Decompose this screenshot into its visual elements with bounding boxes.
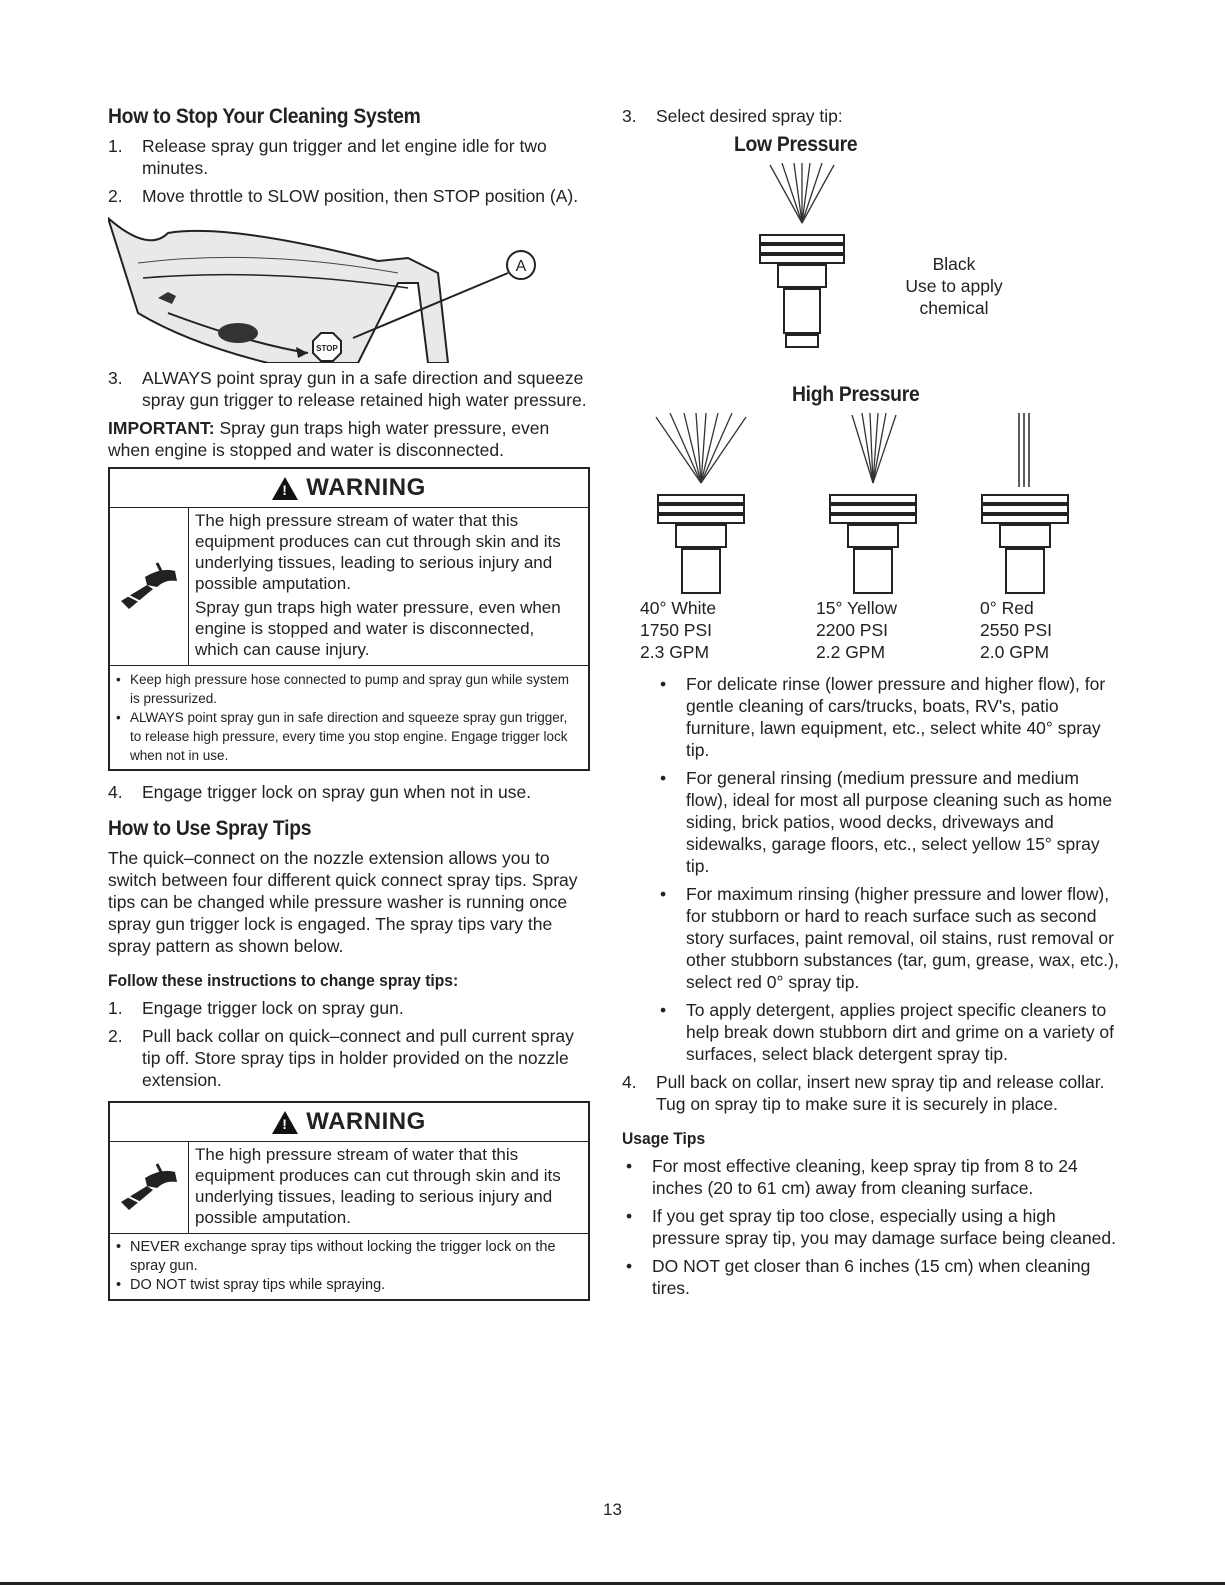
change-step-2: 2. Pull back collar on quick–connect and pull current spray tip off. Store spray tips in holder provided on the nozzle extension. [108,1026,574,1090]
black-tip-desc: Use to apply chemical [905,276,1003,318]
hand-injury-icon [110,508,189,665]
red-tip-icon [960,413,1090,603]
warning-para-1: The high pressure stream of water that this equipment produces can cut through skin and its underlying tissues, leading to serious injury and possible amputation. [195,1145,561,1227]
warning-triangle-icon: ! [272,477,298,500]
page-number: 13 [603,1500,622,1519]
warning-box-1 [108,467,590,771]
red-tip-specs: 0° Red 2550 PSI 2.0 GPM [980,598,1052,662]
white-tip-icon [636,413,766,603]
stop-step-2: 2. Move throttle to SLOW position, then STOP position (A). [108,186,579,206]
insert-tip-step: 4. Pull back on collar, insert new spray tip and release collar. Tug on spray tip to make sure it is securely in place. [622,1072,1105,1114]
list-item: • For most effective cleaning, keep spray tip from 8 to 24 inches (20 to 61 cm) away from cleaning surface. [626,1156,1078,1198]
high-pressure-heading: High Pressure [792,383,920,406]
select-tip-step: 3. Select desired spray tip: [622,106,843,126]
low-pressure-figure [622,163,1122,373]
warning-para-2: Spray gun traps high water pressure, even when engine is stopped and water is disconnected, which can cause injury. [195,598,561,659]
throttle-illustration [108,213,578,363]
list-item: • To apply detergent, applies project specific cleaners to help break down stubborn dirt and grime on a variety of surfaces, select black detergent spray tip. [660,1000,1115,1064]
list-item: • For delicate rinse (lower pressure and higher flow), for gentle cleaning of cars/trucks, boats, RV's, patio furniture, lawn equipment, etc., select white 40° spray tip. [660,674,1106,760]
important-note: IMPORTANT: Spray gun traps high water pressure, even when engine is stopped and water is disconnected. [108,418,550,460]
stop-step-3: 3. ALWAYS point spray gun in a safe direction and squeeze spray gun trigger to release retained high water pressure. [108,368,587,410]
high-pressure-figure [622,413,1122,673]
change-step-1: 1. Engage trigger lock on spray gun. [108,998,404,1018]
black-tip-name: Black [932,254,976,274]
svg-text:STOP: STOP [316,344,338,353]
warning-para-1: The high pressure stream of water that this equipment produces can cut through skin and its underlying tissues, leading to serious injury and possible amputation. [195,511,561,593]
yellow-tip-specs: 15° Yellow 2200 PSI 2.2 GPM [816,598,897,662]
low-pressure-heading: Low Pressure [734,133,858,156]
warning-triangle-icon: ! [272,1111,298,1134]
tips-heading: How to Use Spray Tips [108,817,312,840]
warning-bullet: • NEVER exchange spray tips without locking the trigger lock on the spray gun. [116,1239,556,1274]
stop-heading: How to Stop Your Cleaning System [108,105,421,128]
list-item: • For general rinsing (medium pressure and medium flow), ideal for most all purpose cleaning such as home siding, brick patios, wood decks, driveways and sidewalks, garage floors, etc., select yellow 15° spray tip. [660,768,1113,876]
white-tip-specs: 40° White 1750 PSI 2.3 GPM [640,598,717,662]
turtle-icon [218,323,258,343]
warning-bullet: • DO NOT twist spray tips while spraying. [116,1277,386,1293]
list-item: • For maximum rinsing (higher pressure and lower flow), for stubborn or hard to reach surface such as second story surfaces, paint removal, oil stains, rust removal or other stubborn substances (tar, gum, grease, wax, etc.), select red 0° spray tip. [660,884,1119,992]
list-item: • DO NOT get closer than 6 inches (15 cm) when cleaning tires. [626,1256,1091,1298]
tip-usage-list [622,673,1122,1065]
stop-step-1: 1. Release spray gun trigger and let engine idle for two minutes. [108,136,547,178]
list-item: • If you get spray tip too close, especially using a high pressure spray tip, you may damage surface being cleaned. [626,1206,1117,1248]
left-column [108,105,594,1311]
hand-injury-icon [110,1142,189,1233]
right-column [622,105,1122,1305]
black-tip-icon [742,163,862,373]
warning-box-2 [108,1101,590,1301]
follow-heading: Follow these instructions to change spray tips: [108,971,459,990]
warning-bullet: • Keep high pressure hose connected to pump and spray gun while system is pressurized. [116,672,570,706]
stop-step-4: 4. Engage trigger lock on spray gun when not in use. [108,782,532,802]
usage-tips-heading: Usage Tips [622,1129,706,1148]
warning-header: ! WARNING [110,469,588,508]
warning-header: ! WARNING [110,1103,588,1142]
yellow-tip-icon [808,413,938,603]
svg-text:A: A [515,258,527,275]
warning-bullet: • ALWAYS point spray gun in safe direction and squeeze spray gun trigger, to release high pressure, every time you stop engine. Engage trigger lock when not in use. [116,710,568,763]
tips-intro: The quick–connect on the nozzle extension allows you to switch between four different quick connect spray tips. Spray tips can be changed while pressure washer is running once spray gun trigger lock is engaged. The spray tips vary the spray pattern as shown below. [108,848,578,956]
